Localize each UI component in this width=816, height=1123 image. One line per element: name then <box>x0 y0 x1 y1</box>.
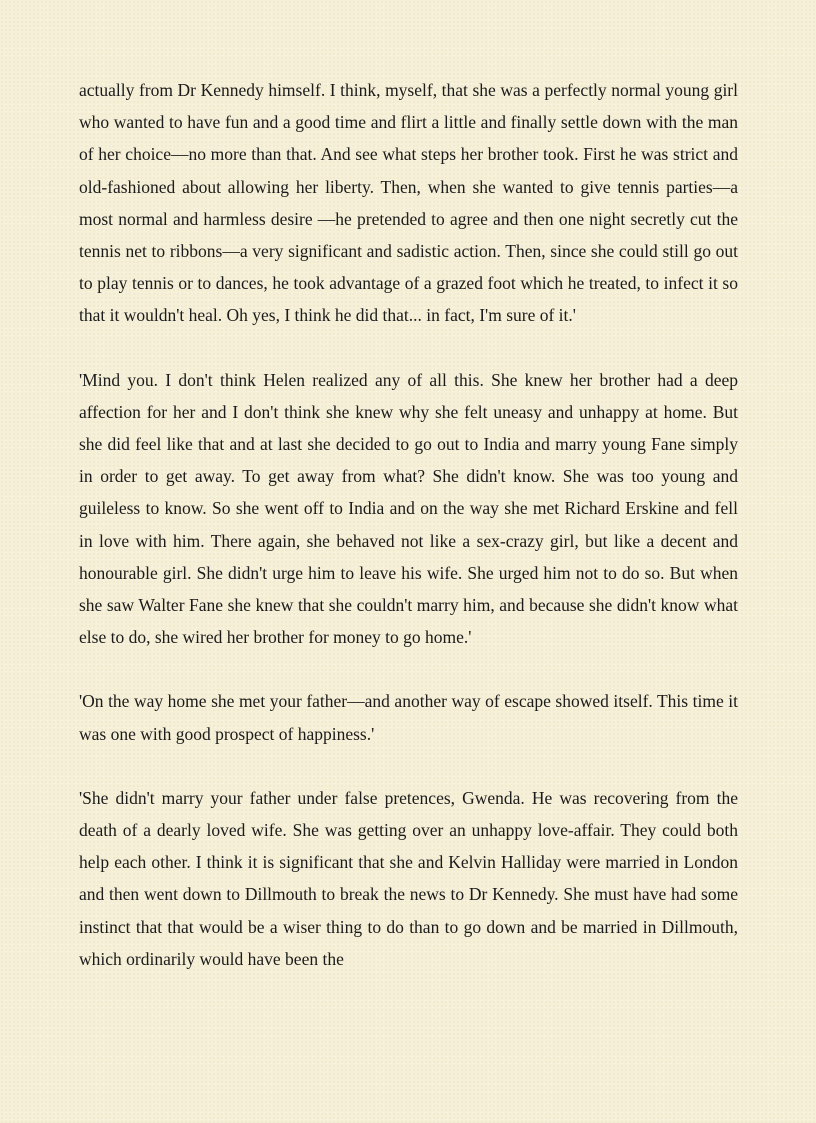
paragraph: actually from Dr Kennedy himself. I think, myself, that she was a perfectly normal young girl who wanted to have fun and a good time and flirt a little and finally settle down with the man of her choice—no more than that. And see what steps her brother took. First he was strict and old-fashioned about allowing her liberty. Then, when she wanted to give tennis parties—a most normal and harmless desire —he pretended to agree and then one night secretly cut the tennis net to ribbons—a very significant and sadistic action. Then, since she could still go out to play tennis or to dances, he took advantage of a grazed foot which he treated, to infect it so that it wouldn't heal. Oh yes, I think he did that... in fact, I'm sure of it.' <box>79 80 738 326</box>
paragraph: 'Mind you. I don't think Helen realized any of all this. She knew her brother had a deep affection for her and I don't think she knew why she felt uneasy and unhappy at home. But she did feel like that and at last she decided to go out to India and marry young Fane simply in order to get away. To get away from what? She didn't know. She was too young and guileless to know. So she went off to India and on the way she met Richard Erskine and fell in love with him. There again, she behaved not like a sex-crazy girl, but like a decent and honourable girl. She didn't urge him to leave his wife. She urged him not to do so. But when she saw Walter Fane she knew that she couldn't marry him, and because she didn't know what else to do, she wired her brother for money to go home.' <box>79 369 738 648</box>
paragraph: 'She didn't marry your father under false pretences, Gwenda. He was recovering from the death of a dearly loved wife. She was getting over an unhappy love-affair. They could both help each other. I think it is significant that she and Kelvin Halliday were married in London and then went down to Dillmouth to break the news to Dr Kennedy. She must have had some instinct that that would be a wiser thing to do than to go down and be married in Dillmouth, which ordinarily would have been the <box>79 787 738 969</box>
paragraph: 'On the way home she met your father—and another way of escape showed itself. This time it was one with good prospect of happiness.' <box>79 691 738 744</box>
